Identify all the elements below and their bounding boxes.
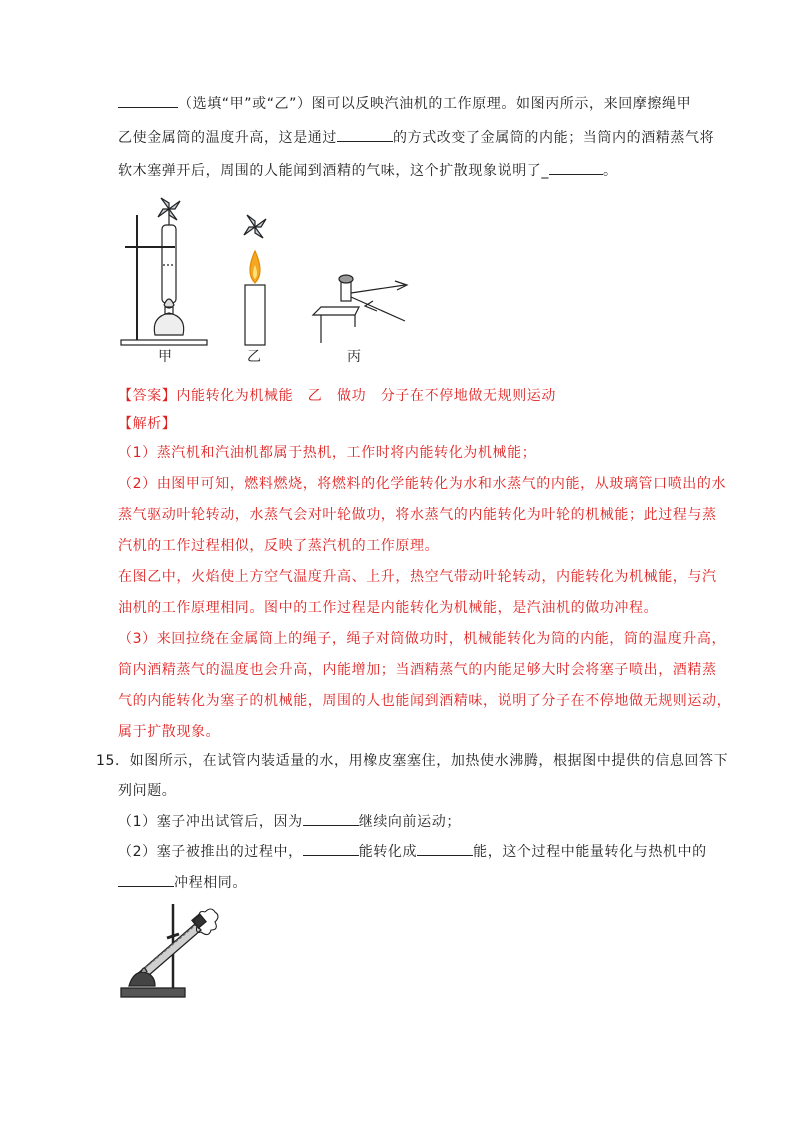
analysis-line: 蒸气驱动叶轮转动，水蒸气会对叶轮做功，将水蒸气的内能转化为叶轮的机械能；此过程与蒸: [118, 507, 717, 523]
q15-text: 冲程相同。: [174, 875, 247, 891]
q15-text: 如图所示，在试管内装适量的水，用橡皮塞塞住，加热使水沸腾，根据图中提供的信息回答下: [129, 753, 729, 769]
pinwheel-icon: [244, 215, 266, 238]
answer-blank[interactable]: [303, 841, 359, 856]
figure-bing: [313, 275, 407, 343]
answer-blank[interactable]: [303, 811, 359, 826]
rope: [351, 297, 405, 321]
table-top: [313, 307, 359, 315]
rope: [351, 285, 405, 293]
q15-part-1: [118, 811, 461, 832]
q15-text: 能转化成: [358, 844, 418, 860]
candle: [245, 285, 265, 345]
test-tube-cork-figure: [115, 898, 225, 1008]
answer-text: 内能转化为机械能 乙 做功 分子在不停地做无规则运动: [176, 388, 557, 404]
figure-jia: [121, 198, 207, 345]
answer-blank[interactable]: [118, 93, 178, 108]
analysis-line: 属于扩散现象。: [118, 724, 221, 740]
q14-text: 。: [603, 163, 618, 179]
question-number: 15．: [96, 753, 130, 769]
figure-yi: [244, 215, 266, 345]
answer-line: [118, 386, 556, 406]
analysis-line: 气的内能转化为塞子的机械能，周围的人也能闻到酒精味，说明了分子在不停地做无规则运动，: [118, 693, 732, 709]
q15-text: 继续向前运动；: [358, 814, 461, 830]
metal-tube: [341, 281, 351, 301]
answer-blank[interactable]: [337, 127, 393, 142]
clamp: [167, 934, 179, 938]
label-jia: 甲: [158, 349, 172, 365]
answer-blank[interactable]: [549, 160, 603, 175]
analysis-line: 汽机的工作过程相似，反映了蒸汽机的工作原理。: [118, 538, 440, 554]
q15-part-3: [118, 872, 247, 893]
analysis-label: 【解析】: [118, 416, 177, 432]
label-bing: 丙: [347, 349, 361, 365]
q14-line-1: [118, 93, 691, 114]
q15-text: 能，这个过程中能量转化与热机中的: [473, 844, 707, 860]
analysis-line: （2）由图甲可知，燃料燃烧，将燃料的化学能转化为水和水蒸气的内能，从玻璃管口喷出的水: [118, 476, 727, 492]
q14-text: 的方式改变了金属筒的内能；当筒内的酒精蒸气将: [393, 130, 715, 146]
analysis-line: （3）来回拉绕在金属筒上的绳子，绳子对筒做功时，机械能转化为筒的内能，筒的温度升高，: [118, 631, 727, 647]
analysis-line: 在图乙中，火焰使上方空气温度升高、上升，热空气带动叶轮转动，内能转化为机械能，与汽: [118, 569, 717, 585]
answer-blank[interactable]: [417, 841, 473, 856]
q15-part-2: [118, 841, 707, 862]
q14-line-2: [118, 127, 714, 148]
q14-text: _: [541, 163, 550, 179]
q14-text: 乙使金属筒的温度升高，这是通过: [118, 130, 337, 146]
stand-base: [121, 340, 207, 345]
heat-engine-figure: [115, 195, 415, 370]
stand-base: [121, 988, 185, 997]
cork: [339, 275, 353, 283]
q14-line-3: [118, 160, 618, 181]
analysis-line: （1）蒸汽机和汽油机都属于热机，工作时将内能转化为机械能；: [118, 445, 537, 461]
q14-text: （选填“甲”或“乙”）图可以反映汽油机的工作原理。如图丙所示，来回摩擦绳甲: [178, 96, 692, 112]
q14-text: 软木塞弹开后，周围的人能闻到酒精的气味，这个扩散现象说明了: [118, 163, 542, 179]
q15-stem-line-1: [96, 751, 728, 771]
answer-label: 【答案】: [118, 388, 177, 404]
label-yi: 乙: [247, 349, 261, 365]
q15-text: （2）塞子被推出的过程中，: [118, 844, 303, 860]
test-tube: [162, 225, 176, 303]
answer-blank[interactable]: [118, 872, 174, 887]
q15-text: （1）塞子冲出试管后，因为: [118, 814, 303, 830]
q15-stem-line-2: 列问题。: [118, 783, 177, 799]
analysis-line: 油机的工作原理相同。图中的工作过程是内能转化为机械能，是汽油机的做功冲程。: [118, 600, 659, 616]
analysis-line: 筒内酒精蒸气的温度也会升高，内能增加；当酒精蒸气的内能足够大时会将塞子喷出，酒精蒸: [118, 662, 717, 678]
alcohol-lamp: [154, 313, 183, 335]
